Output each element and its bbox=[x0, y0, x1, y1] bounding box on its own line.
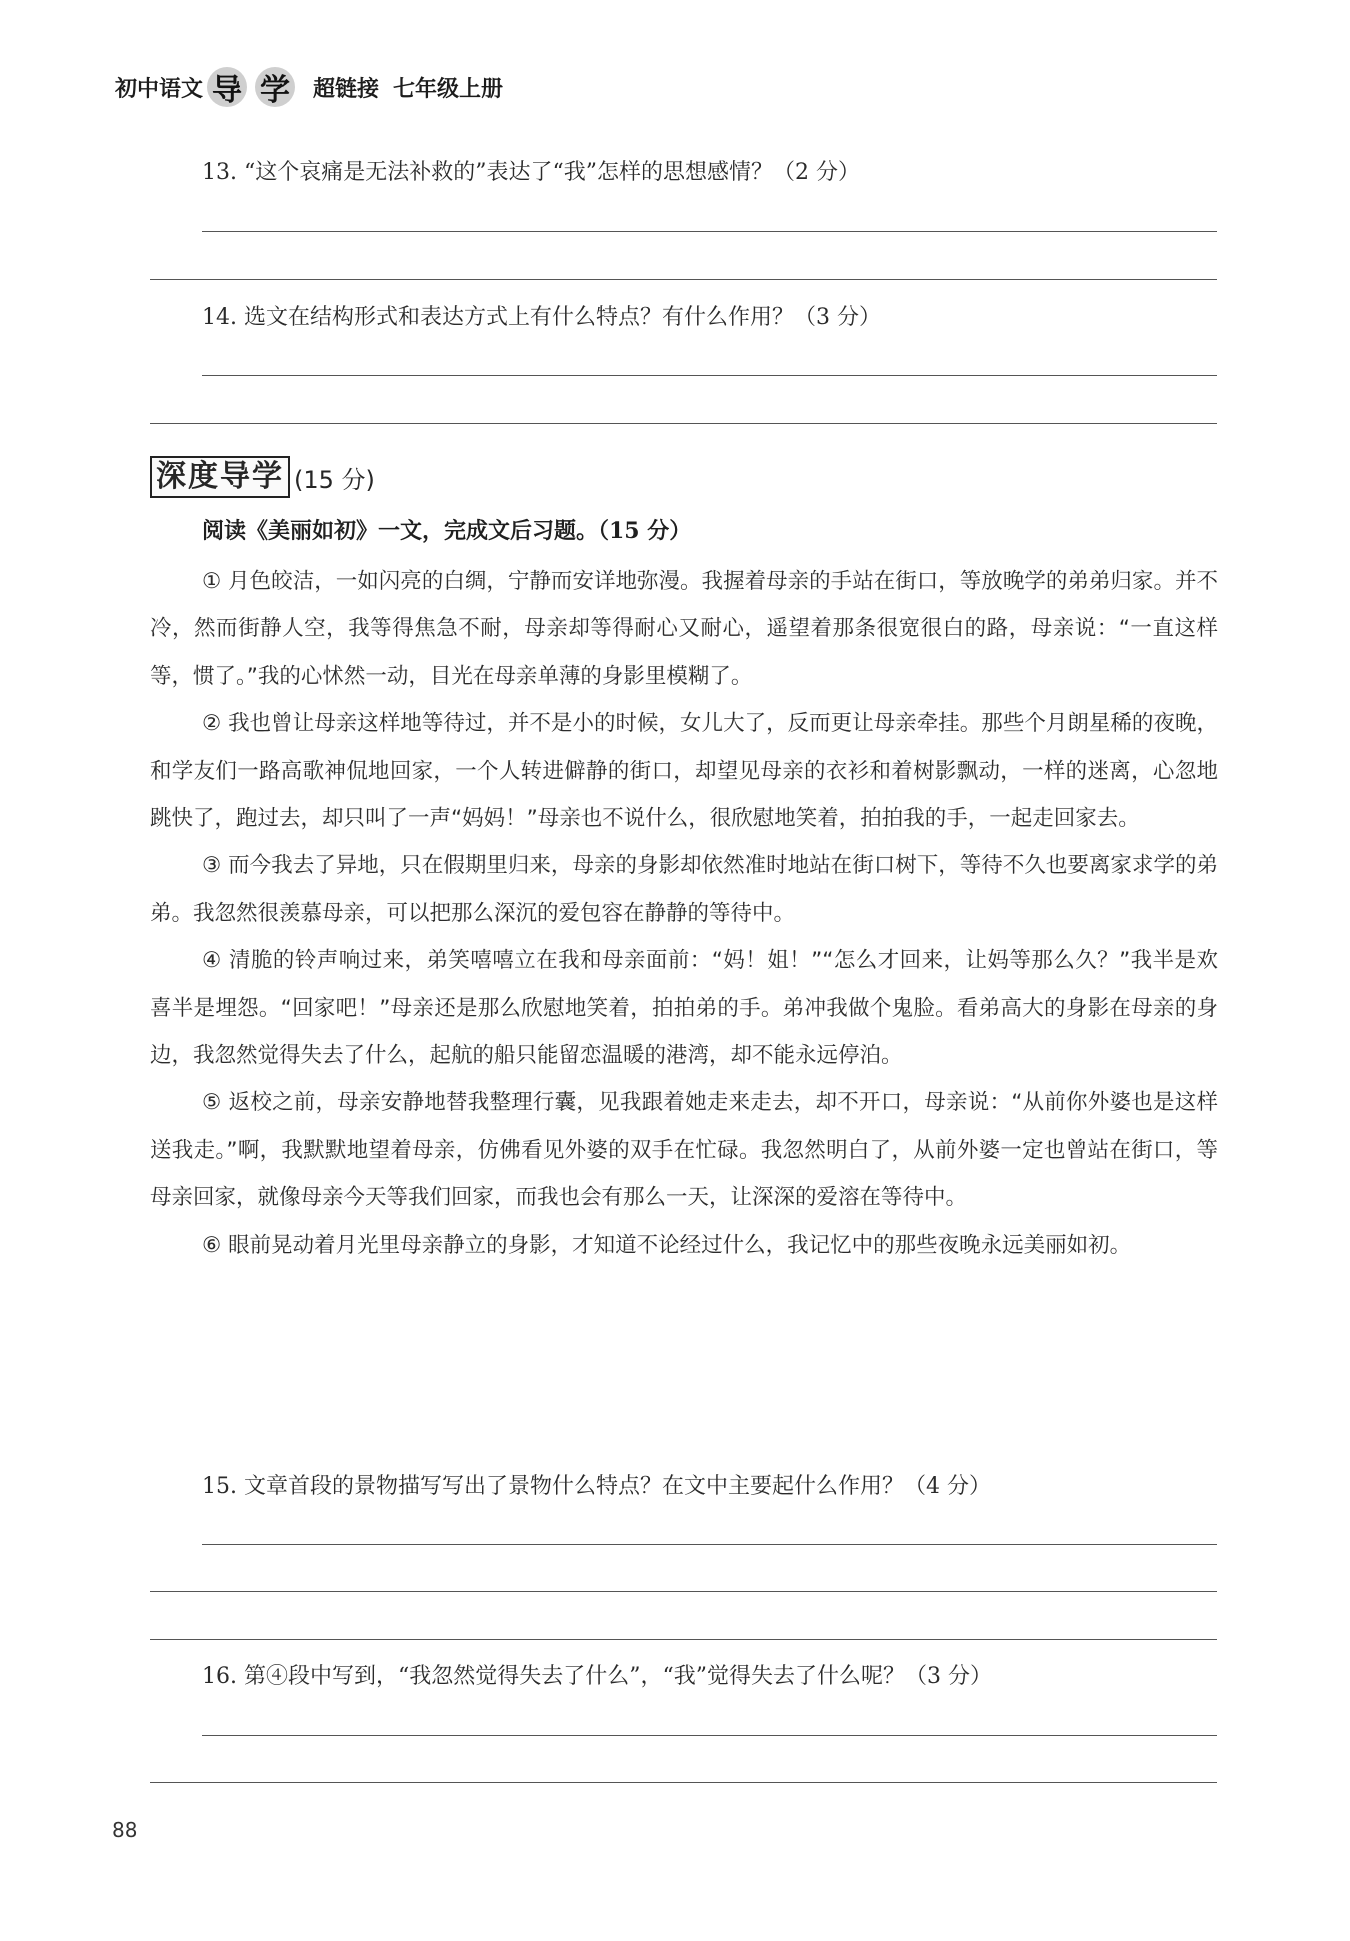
question-15: 15. 文章首段的景物描写写出了景物什么特点？在文中主要起什么作用？（4 分） bbox=[202, 1474, 991, 1499]
answer-line[interactable] bbox=[150, 1639, 1217, 1640]
passage-paragraph-2: ② 我也曾让母亲这样地等待过，并不是小的时候，女儿大了，反而更让母亲牵挂。那些个月朗星稀的夜晚，和学友们一路高歌神侃地回家，一个人转进僻静的街口，却望见母亲的衣衫和着树影飘动，一样的迷离，心忽地跳快了，跑过去，却只叫了一声“妈妈！”母亲也不说什么，很欣慰地笑着，拍拍我的手，一起走回家去。 bbox=[150, 711, 1218, 832]
study-badge: 学 bbox=[255, 67, 295, 107]
section-title: 深度导学 bbox=[150, 456, 290, 498]
book-subtitle-label: 超链接 bbox=[313, 76, 380, 102]
answer-line[interactable] bbox=[150, 1591, 1217, 1592]
reading-instruction: 阅读《美丽如初》一文，完成文后习题。（15 分） bbox=[202, 518, 692, 544]
section-score: (15 分) bbox=[294, 465, 375, 494]
page-header bbox=[115, 62, 503, 112]
question-14: 14. 选文在结构形式和表达方式上有什么特点？有什么作用？（3 分） bbox=[202, 305, 881, 330]
passage-paragraph-5: ⑤ 返校之前，母亲安静地替我整理行囊，见我跟着她走来走去，却不开口，母亲说：“从前你外婆也是这样送我走。”啊，我默默地望着母亲，仿佛看见外婆的双手在忙碌。我忽然明白了，从前外婆一定也曾站在街口，等母亲回家，就像母亲今天等我们回家，而我也会有那么一天，让深深的爱溶在等待中。 bbox=[150, 1090, 1218, 1211]
answer-line[interactable] bbox=[150, 1782, 1217, 1783]
question-13: 13. “这个哀痛是无法补救的”表达了“我”怎样的思想感情？（2 分） bbox=[202, 160, 860, 185]
guide-badge: 导 bbox=[207, 67, 247, 107]
section-heading bbox=[150, 456, 375, 498]
reading-passage bbox=[150, 558, 1218, 1269]
passage-paragraph-3: ③ 而今我去了异地，只在假期里归来，母亲的身影却依然准时地站在街口树下，等待不久也要离家求学的弟弟。我忽然很羡慕母亲，可以把那么深沉的爱包容在静静的等待中。 bbox=[150, 853, 1218, 926]
passage-paragraph-4: ④ 清脆的铃声响过来，弟笑嘻嘻立在我和母亲面前：“妈！姐！”“怎么才回来，让妈等那么久？”我半是欢喜半是埋怨。“回家吧！”母亲还是那么欣慰地笑着，拍拍弟的手。弟冲我做个鬼脸。看弟高大的身影在母亲的身边，我忽然觉得失去了什么，起航的船只能留恋温暖的港湾，却不能永远停泊。 bbox=[150, 948, 1218, 1069]
answer-line[interactable] bbox=[150, 279, 1217, 280]
grade-label: 七年级上册 bbox=[393, 76, 504, 102]
answer-line[interactable] bbox=[202, 231, 1217, 232]
answer-line[interactable] bbox=[202, 1735, 1217, 1736]
book-series-label: 初中语文 bbox=[115, 76, 204, 102]
page-number: 88 bbox=[112, 1818, 138, 1842]
passage-paragraph-6: ⑥ 眼前晃动着月光里母亲静立的身影，才知道不论经过什么，我记忆中的那些夜晚永远美丽如初。 bbox=[202, 1232, 1132, 1258]
answer-line[interactable] bbox=[202, 375, 1217, 376]
answer-line[interactable] bbox=[202, 1544, 1217, 1545]
passage-paragraph-1: ① 月色皎洁，一如闪亮的白绸，宁静而安详地弥漫。我握着母亲的手站在街口，等放晚学的弟弟归家。并不冷，然而街静人空，我等得焦急不耐，母亲却等得耐心又耐心，遥望着那条很宽很白的路，母亲说：“一直这样等，惯了。”我的心怵然一动，目光在母亲单薄的身影里模糊了。 bbox=[150, 569, 1218, 689]
answer-line[interactable] bbox=[150, 423, 1217, 424]
question-16: 16. 第④段中写到，“我忽然觉得失去了什么”，“我”觉得失去了什么呢？（3 分） bbox=[202, 1664, 992, 1689]
